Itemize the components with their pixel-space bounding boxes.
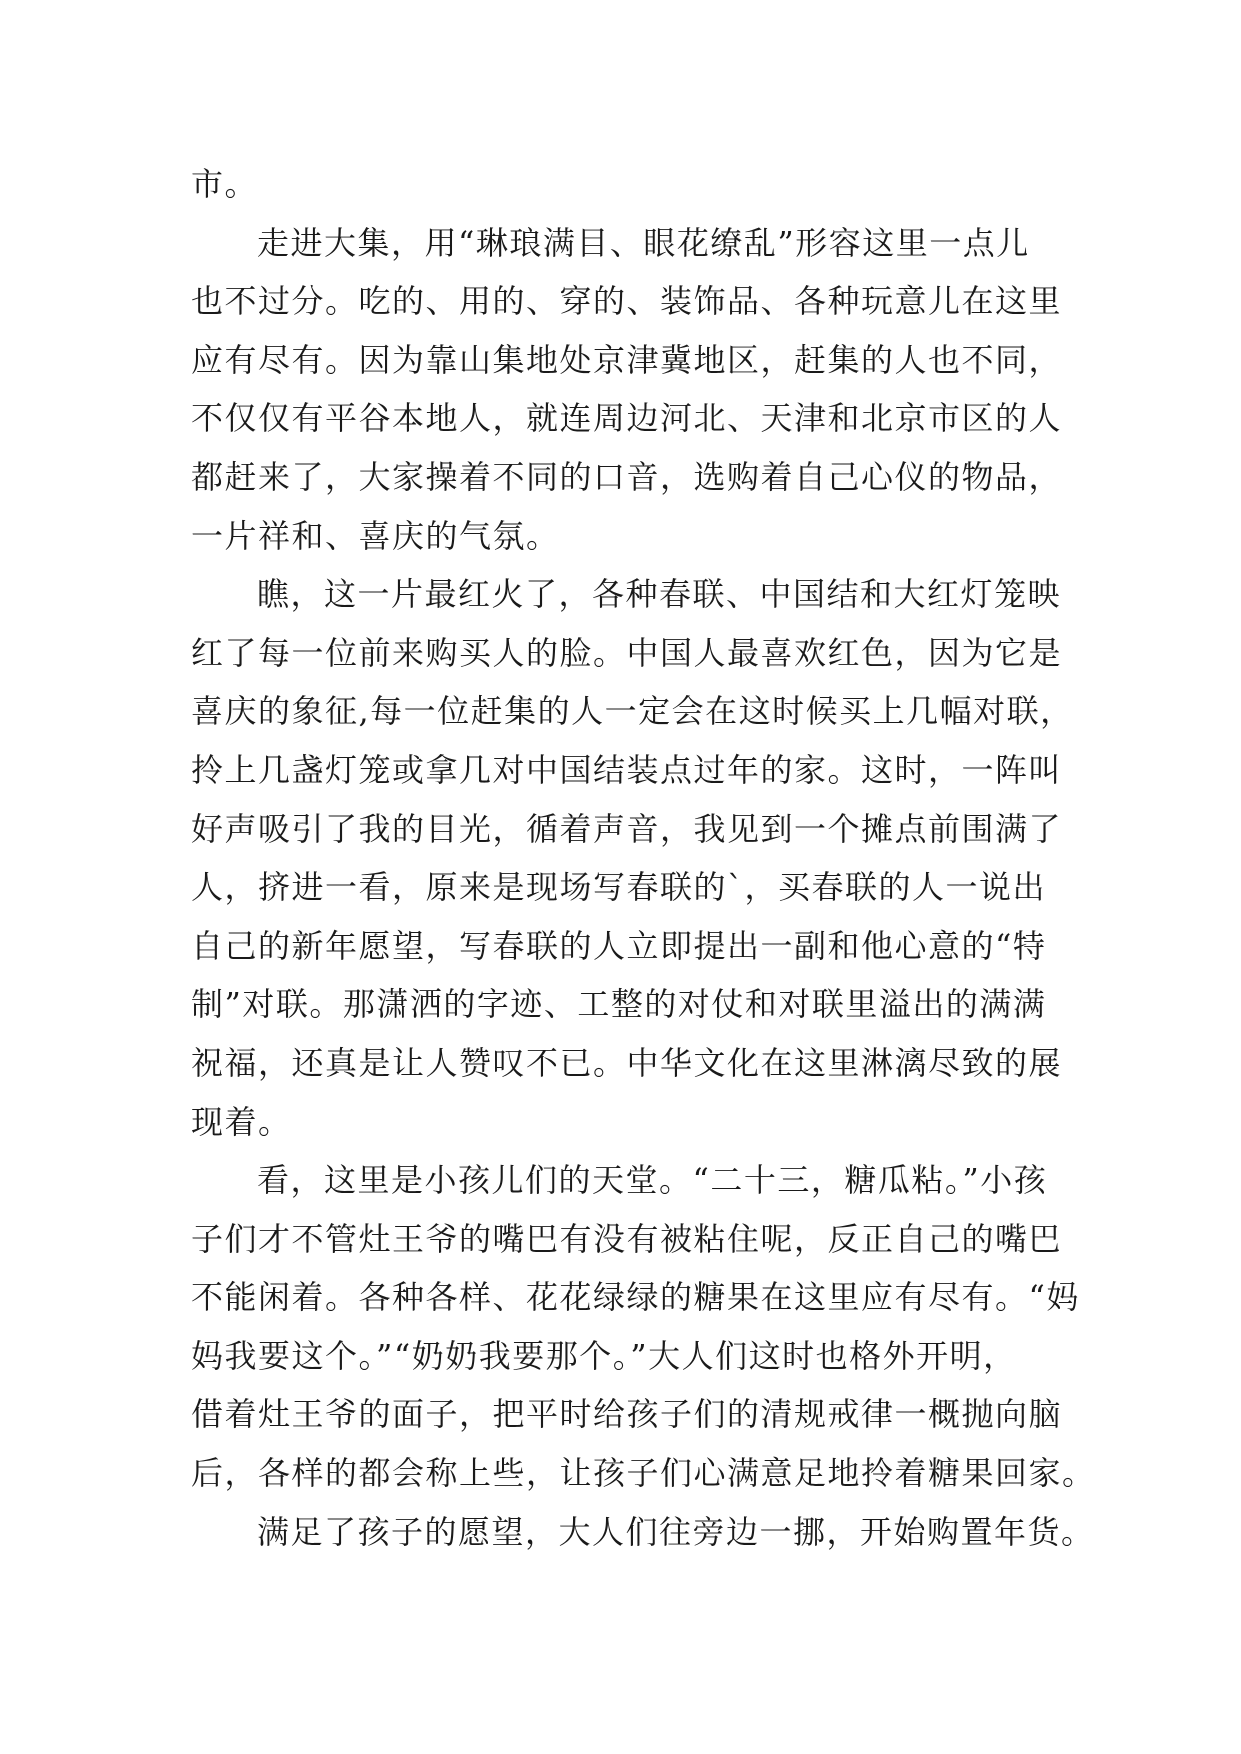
text-line: 妈我要这个。”“奶奶我要那个。”大人们这时也格外开明， bbox=[191, 1336, 1017, 1375]
text-line: 市。 bbox=[191, 165, 259, 203]
text-line: 一片祥和、喜庆的气氛。 bbox=[191, 516, 560, 555]
text-line: 子们才不管灶王爷的嘴巴有没有被粘住呢，反正自己的嘴巴 bbox=[191, 1219, 1063, 1258]
text-line: 自己的新年愿望，写春联的人立即提出一副和他心意的“特 bbox=[191, 926, 1047, 965]
text-line: 喜庆的象征,每一位赶集的人一定会在这时候买上几幅对联， bbox=[191, 692, 1074, 731]
text-line: 也不过分。吃的、用的、穿的、装饰品、各种玩意儿在这里 bbox=[191, 282, 1063, 321]
paragraph bbox=[191, 214, 1063, 566]
text-line: 满足了孩子的愿望，大人们往旁边一挪，开始购置年货。 bbox=[257, 1512, 1095, 1551]
text-line: 祝福，还真是让人赞叹不已。中华文化在这里淋漓尽致的展 bbox=[191, 1043, 1063, 1082]
text-line: 人，挤进一看，原来是现场写春联的`，买春联的人一说出 bbox=[191, 868, 1047, 907]
paragraph bbox=[191, 1151, 1096, 1503]
text-line: 后，各样的都会称上些，让孩子们心满意足地拎着糖果回家。 bbox=[191, 1454, 1096, 1493]
text-line: 走进大集，用“琳琅满目、眼花缭乱”形容这里一点儿 bbox=[257, 223, 1030, 262]
paragraph bbox=[191, 155, 1051, 214]
text-line: 现着。 bbox=[191, 1102, 292, 1141]
text-line: 不仅仅有平谷本地人，就连周边河北、天津和北京市区的人 bbox=[191, 399, 1063, 438]
text-line: 好声吸引了我的目光，循着声音，我见到一个摊点前围满了 bbox=[191, 809, 1063, 848]
text-line: 瞧，这一片最红火了，各种春联、中国结和大红灯笼映 bbox=[257, 575, 1062, 614]
paragraph bbox=[191, 565, 1074, 1151]
paragraph bbox=[191, 1503, 1095, 1562]
text-line: 借着灶王爷的面子，把平时给孩子们的清规戒律一概抛向脑 bbox=[191, 1395, 1063, 1434]
text-line: 不能闲着。各种各样、花花绿绿的糖果在这里应有尽有。“妈 bbox=[191, 1278, 1080, 1317]
text-line: 拎上几盏灯笼或拿几对中国结装点过年的家。这时，一阵叫 bbox=[191, 750, 1063, 789]
text-line: 应有尽有。因为靠山集地处京津冀地区，赶集的人也不同， bbox=[191, 340, 1063, 379]
body-text bbox=[191, 155, 1096, 1561]
text-line: 制”对联。那潇洒的字迹、工整的对仗和对联里溢出的满满 bbox=[191, 985, 1047, 1024]
text-line: 都赶来了，大家操着不同的口音，选购着自己心仪的物品， bbox=[191, 457, 1063, 496]
text-line: 红了每一位前来购买人的脸。中国人最喜欢红色，因为它是 bbox=[191, 633, 1063, 672]
text-line: 看，这里是小孩儿们的天堂。“二十三，糖瓜粘。”小孩 bbox=[257, 1161, 1048, 1200]
